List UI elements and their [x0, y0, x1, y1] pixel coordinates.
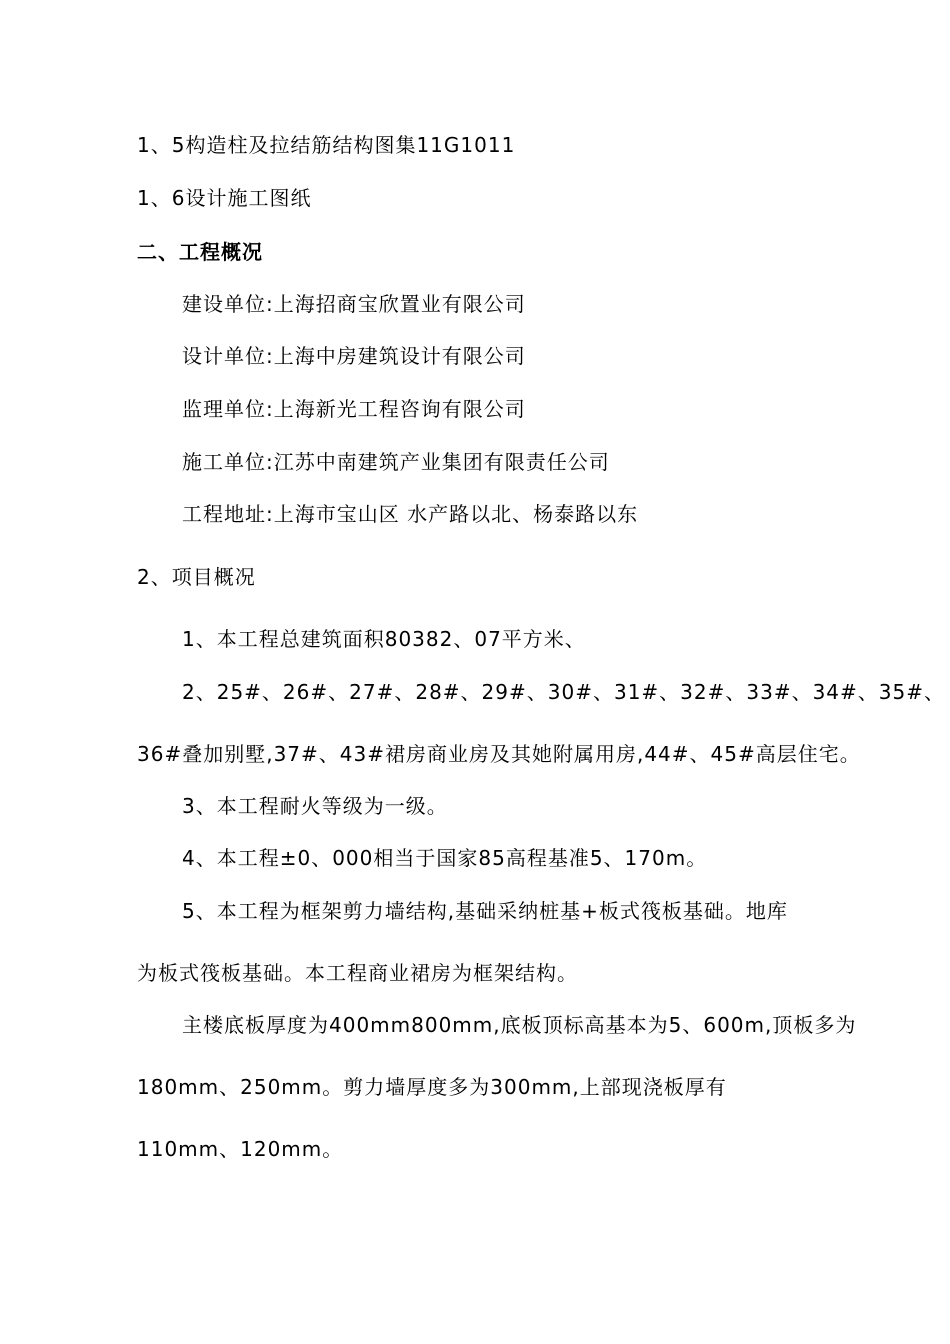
thickness-paragraph-end: 110mm、120mm。 [137, 1137, 344, 1161]
reference-item-1-6: 1、6设计施工图纸 [137, 186, 312, 210]
supervision-unit-line: 监理单位:上海新光工程咨询有限公司 [182, 397, 526, 421]
summary-item-5-continued: 为板式筏板基础。本工程商业裙房为框架结构。 [137, 961, 578, 985]
summary-item-4: 4、本工程±0、000相当于国家85高程基准5、170m。 [182, 846, 708, 870]
design-unit-line: 设计单位:上海中房建筑设计有限公司 [182, 344, 526, 368]
summary-item-2: 2、25#、26#、27#、28#、29#、30#、31#、32#、33#、34#、35#、 [182, 680, 946, 704]
construction-unit-line: 建设单位:上海招商宝欣置业有限公司 [182, 292, 526, 316]
thickness-paragraph-continued: 180mm、250mm。剪力墙厚度多为300mm,上部现浇板厚有 [137, 1075, 727, 1099]
subsection-heading-project-summary: 2、项目概况 [137, 565, 256, 589]
project-address-line: 工程地址:上海市宝山区 水产路以北、杨泰路以东 [182, 502, 639, 526]
thickness-paragraph: 主楼底板厚度为400mm800mm,底板顶标高基本为5、600m,顶板多为 [182, 1013, 857, 1037]
contractor-unit-line: 施工单位:江苏中南建筑产业集团有限责任公司 [182, 450, 610, 474]
summary-item-1: 1、本工程总建筑面积80382、07平方米、 [182, 627, 586, 651]
section-heading-project-overview: 二、工程概况 [137, 240, 263, 264]
reference-item-1-5: 1、5构造柱及拉结筋结构图集11G1011 [137, 133, 516, 157]
summary-item-5: 5、本工程为框架剪力墙结构,基础采纳桩基+板式筏板基础。地库 [182, 899, 788, 923]
summary-item-3: 3、本工程耐火等级为一级。 [182, 794, 448, 818]
summary-item-2-continued: 36#叠加别墅,37#、43#裙房商业房及其她附属用房,44#、45#高层住宅。 [137, 742, 861, 766]
